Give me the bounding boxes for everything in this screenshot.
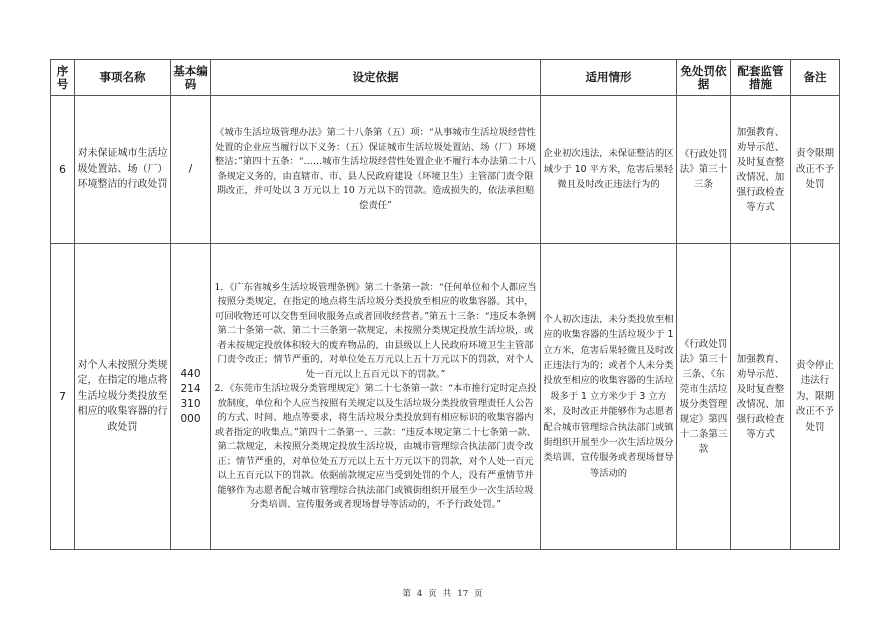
table-row (51, 244, 840, 550)
row-exemption-basis: 《行政处罚法》第三十三条、《东莞市生活垃圾分类管理规定》第四十二条第三款 (677, 244, 731, 550)
header-row (51, 60, 840, 96)
legal-basis-item: 1．《广东省城乡生活垃圾管理条例》第二十条第一款：“任何单位和个人都应当按照分类规定，在指定的地点将生活垃圾分类投放至相应的收集容器。其中，可回收物还可以交售至回收服务点或者回收经营者。”第五十三条：“违反本条例第二十条第一款、第二十三条第一款规定，未按照分类规定投放生活垃圾，或者未按规定投放体积较大的废弃物品的，由县级以上人民政府环境卫生主管部门责令改正；情节严重的，对单位处五万元以上五十万元以下的罚款，对个人处一百元以上五百元以下的罚款。” (214, 281, 537, 380)
row-remark: 责令停止违法行为，限期改正不予处罚 (791, 244, 840, 550)
header-supervision-measures: 配套监管措施 (731, 60, 791, 96)
header-applicable-scope: 适用情形 (541, 60, 677, 96)
row-applicable-scope: 个人初次违法，未分类投放至相应的收集容器的生活垃圾少于 1 立方米，危害后果轻微且及时改正违法行为的；或者个人未分类投放至相应的收集容器的生活垃圾多于 1 立方米少于 3 立方米，及时改正并能够作为志愿者配合城市管理综合执法部门或镇街组织开展至少一次生活垃圾分类培训、宣传服务或者现场督导等活动的 (541, 244, 677, 550)
header-remark: 备注 (791, 60, 840, 96)
row-basic-code: 440 214 310 000 (171, 244, 211, 550)
footer-page-unit: 页 (428, 589, 437, 599)
table-row (51, 96, 840, 244)
footer-total-prefix: 共 (442, 589, 452, 599)
page-footer (0, 587, 885, 599)
row-legal-basis (211, 244, 541, 550)
footer-prefix: 第 (402, 589, 411, 599)
header-item-name: 事项名称 (75, 60, 171, 96)
row-applicable-scope: 企业初次违法，未保证整洁的区域少于 10 平方米，危害后果轻微且及时改正违法行为的 (541, 96, 677, 244)
header-seq: 序号 (51, 60, 75, 96)
header-exemption-basis: 免处罚依据 (677, 60, 731, 96)
page-number: 4 (416, 589, 423, 599)
footer-total-unit: 页 (474, 589, 483, 599)
row-item-name: 对个人未按照分类规定，在指定的地点将生活垃圾分类投放至相应的收集容器的行政处罚 (75, 244, 171, 550)
header-basic-code: 基本编码 (171, 60, 211, 96)
row-seq: 6 (51, 96, 75, 244)
row-supervision-measures: 加强教育、劝导示范、及时复查整改情况、加强行政检查等方式 (731, 96, 791, 244)
row-supervision-measures: 加强教育、劝导示范、及时复查整改情况、加强行政检查等方式 (731, 244, 791, 550)
total-pages: 17 (457, 589, 469, 599)
row-legal-basis: 《城市生活垃圾管理办法》第二十八条第（五）项：“从事城市生活垃圾经营性处置的企业应当履行以下义务：（五）保证城市生活垃圾处置站、场（厂）环境整洁；”第四十五条：“……城市生活垃圾经营性处置企业不履行本办法第二十八条规定义务的，由直辖市、市、县人民政府建设（环境卫生）主管部门责令限期改正，并可处以 3 万元以上 10 万元以下的罚款。造成损失的，依法承担赔偿责任” (211, 96, 541, 244)
regulation-table (50, 59, 840, 550)
row-item-name: 对未保证城市生活垃圾处置站、场（厂）环境整洁的行政处罚 (75, 96, 171, 244)
header-legal-basis: 设定依据 (211, 60, 541, 96)
row-basic-code: / (171, 96, 211, 244)
row-exemption-basis: 《行政处罚法》第三十三条 (677, 96, 731, 244)
legal-basis-item: 2．《东莞市生活垃圾分类管理规定》第二十七条第一款：“本市推行定时定点投放制度，单位和个人应当按照有关规定以及生活垃圾分类投放管理责任人公告的方式、时间、地点等要求，将生活垃圾分类投放到有相应标识的收集容器内或者指定的收集点。”第四十二条第一、三款：“违反本规定第二十七条第一款、第二款规定，未按照分类规定投放生活垃圾，由城市管理综合执法部门责令改正；情节严重的，对单位处五万元以上五十万元以下的罚款，对个人处一百元以上五百元以下的罚款。依据前款规定应当受到处罚的个人，没有严重情节并能够作为志愿者配合城市管理综合执法部门或镇街组织开展至少一次生活垃圾分类培训、宣传服务或者现场督导等活动的，不予行政处罚。” (214, 383, 537, 510)
row-remark: 责令限期改正不予处罚 (791, 96, 840, 244)
row-seq: 7 (51, 244, 75, 550)
